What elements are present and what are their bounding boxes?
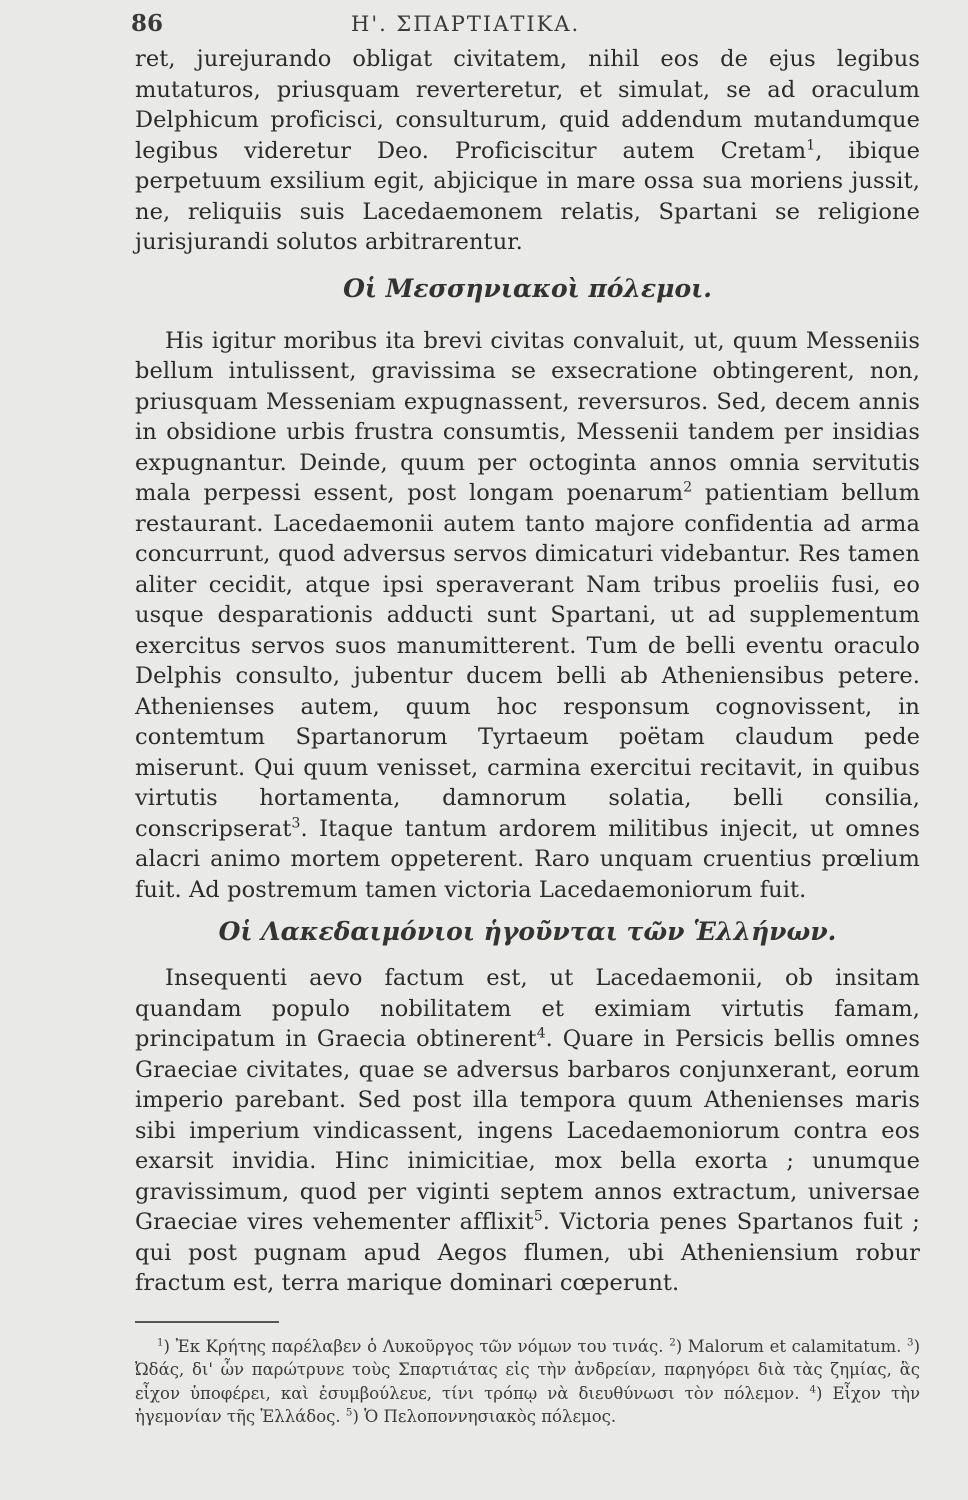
running-title: Η'. ΣΠΑΡΤΙΑΤΙΚΑ. [351,12,581,36]
paragraph-spartan-hegemony: Insequenti aevo factum est, ut Lacedaemonii, ob insitam quandam populo nobilitatem et eximiam virtutis famam, principatum in Graecia obtinerent$^4$. Quare in Persicis bellis omnes Graeciae civitates, quae se adversus barbaros conjunxerant, eorum imperio parebant. Sed post illa tempora quum Athenienses maris sibi imperium vindicassent, ingens Lacedaemoniorum contra eos exarsit invidia. Hinc inimicitiae, mox bella exorta ; unumque gravissimum, quod per viginti septem annos extractum, universae Graeciae vires vehementer afflixit$^5$. Victoria penes Spartanos fuit ; qui post pugnam apud Aegos flumen, ubi Atheniensium robur fractum est, terra marique dominari cœperunt. [135,965,920,1296]
paragraph-lycurgus: ret, jurejurando obligat civitatem, nihil eos de ejus legibus mutaturos, priusquam reverteretur, et simulat, se ad oraculum Delphicum proficisci, consulturum, quid addendum mutandumque legibus videretur Deo. Proficiscitur autem Cretam$^1$, ibique perpetuum exsilium egit, abjicique in mare ossa sua moriens jussit, ne, reliquiis suis Lacedaemonem relatis, Spartani se religione jurisjurandi solutos arbitrarentur. [135,46,920,255]
footnote-text: $^1$) Ἐκ Κρήτης παρέλαβεν ὁ Λυκοῦργος τῶν νόμων του τινάς. $^2$) Malorum et calamitatum. $^3$) Ὠδάς, δι' ὧν παρώτρυνε τοὺς Σπαρτιάτας εἰς τὴν ἀνδρείαν, παρηγόρει διὰ τὰς ζημίας, ἃς εἶχον ὑποφέρει, καὶ ἐσυμβούλευε, τίνι τρόπῳ νὰ διευθύνωσι τὸν πόλεμον. $^4$) Εἶχον τὴν ἡγεμονίαν τῆς Ἑλλάδος. $^5$) Ὁ Πελοποννησιακὸς πόλεμος. [135,1336,920,1426]
heading-messenian-wars: Οἱ Μεσσηνιακοὶ πόλεμοι. [343,273,712,303]
footnote-marker: 3 [291,815,301,831]
page-number: 86 [131,10,164,37]
footnote-marker: 5 [345,1407,353,1419]
page-header [131,10,920,44]
footnote-marker: 4 [809,1384,816,1395]
footnote-divider [135,1321,279,1323]
footnotes [135,1335,920,1429]
paragraph-messenian-wars: His igitur moribus ita brevi civitas convaluit, ut, quum Messeniis bellum intulissent, gravissima se exsecratione obtingerent, non, priusquam Messeniam expugnassent, reversuros. Sed, decem annis in obsidione urbis frustra consumtis, Messenii tandem per insidias expugnantur. Deinde, quum per octoginta annos omnia servitutis mala perpessi essent, post longam poenarum$^2$ patientiam bellum restaurant. Lacedaemonii autem tanto majore confidentia ad arma concurrunt, quod adversus servos dimicaturi videbantur. Res tamen aliter cecidit, atque ipsi speraverant Nam tribus proeliis fusi, eo usque desparationis adducti sunt Spartani, ut ad supplementum exercitus servos suos manumitterent. Tum de belli eventu oraculo Delphis consulto, jubentur ducem belli ab Atheniensibus petere. Athenienses autem, quum hoc responsum cognovissent, in contemtum Spartanorum Tyrtaeum poëtam claudum pede miserunt. Qui quum venisset, carmina exercitui recitavit, in quibus virtutis hortamenta, damnorum solatia, belli consilia, conscripserat$^3$. Itaque tantum ardorem militibus injecit, ut omnes alacri animo mortem oppeterent. Raro unquam cruentius prœlium fuit. Ad postremum tamen victoria Lacedaemoniorum fuit. [135,327,921,903]
heading-spartan-hegemony: Οἱ Λακεδαιμόνιοι ἡγοῦνται τῶν Ἑλλήνων. [218,917,837,946]
footnote-marker: 5 [533,1208,543,1225]
body-text [135,44,920,1299]
footnote-marker: 2 [683,479,693,496]
footnote-marker: 1 [806,137,816,153]
footnote-marker: 3 [907,1337,914,1348]
footnote-marker: 4 [536,1025,546,1042]
footnote-marker: 1 [157,1337,164,1348]
footnote-marker: 2 [669,1337,676,1348]
